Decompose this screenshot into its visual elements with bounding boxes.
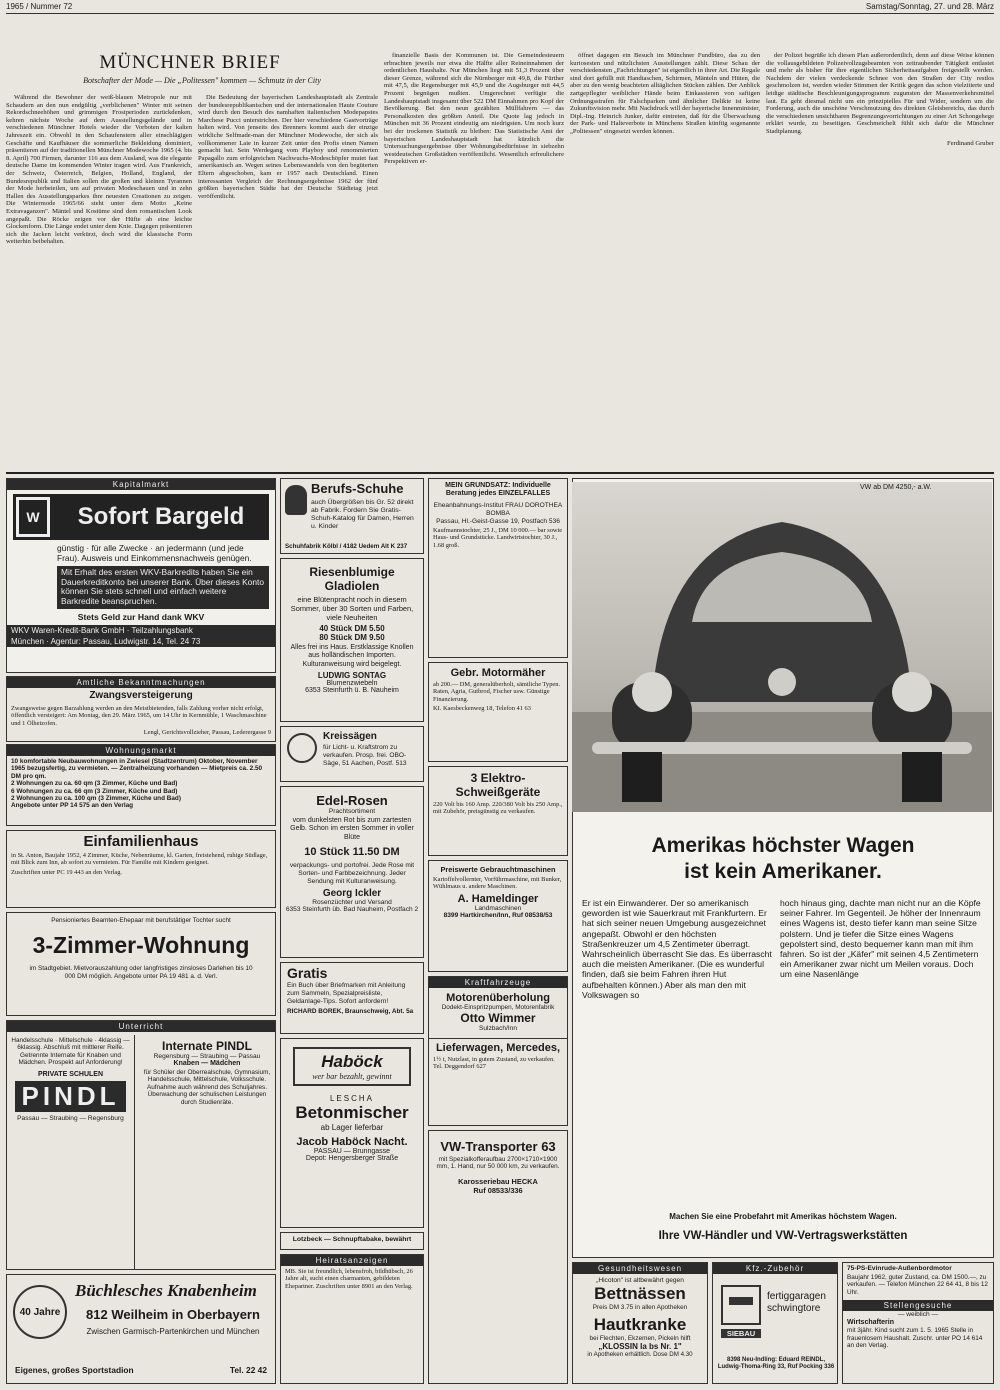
vw-transporter-text: mit Spezialkofferaufbau 2700×1710×1900 mm, 1. Hand, nur 50 000 km, zu verkaufen. — [436, 1156, 560, 1171]
stellen-text: mit 3jähr. Kind sucht zum 1. 5. 1965 Stelle in frauenlosem Haushalt. Zuschr. unter PO 14 614 an den Verlag. — [847, 1327, 983, 1350]
heirat-text: MB. Sie ist freundlich, lebensfroh, bildhübsch, 26 Jahre alt, sucht einen charmanten, gebildeten Ehepartner. Zuschriften unter 8901 an den Verlag. — [285, 1268, 413, 1290]
hautkranke-text: bei Flechten, Ekzemen, Pickeln hilft — [589, 1335, 691, 1342]
sofort-bargeld-title: Sofort Bargeld — [77, 503, 245, 530]
einfamilienhaus-title: Einfamilienhaus — [83, 833, 199, 850]
amtliche-band: Amtliche Bekanntmachungen — [7, 677, 275, 688]
motormaeher-ad — [428, 662, 568, 762]
kraftfahrzeuge — [428, 976, 568, 1126]
habock-logo — [293, 1047, 411, 1086]
issue-number: 1965 / Nummer 72 — [6, 2, 73, 11]
lotzbeck-text: Lotzbeck — Schnupftabake, bewährt — [292, 1236, 412, 1243]
kapitalmarkt-ad — [6, 478, 276, 673]
jacob-addr: PASSAU — Brunngasse — [313, 1148, 391, 1155]
motoren-sub: Dodekt-Einspritzpumpen, Motorenfabrik — [441, 1004, 555, 1011]
habock-logo-text: Haböck — [321, 1052, 383, 1071]
kapitalmarkt-address: München · Agentur: Passau, Ludwigstr. 14, Tel. 24 73 — [7, 636, 275, 647]
motor-addr: KI. Kaesbeckenweg 18, Telefon 41 63 — [433, 705, 531, 713]
article-text-3: finanzielle Basis der Kommunen ist. Die Gemeindesteuern erbrachten jeweils nur etwa die Hälfte aller Reineinnahmen der ordentlichen Haushalte. Nur München liegt mit 51,3 Prozent über dieser Grenze, während sich die Nürnberger mit 49,8, die Fürther mit 47,5, die Regensburger mit 45,9 und die Augsburger mit 44,5 Prozent begnügen mußten. Umgerechnet verfügte die Landeshauptstadt insgesamt über 522 DM Einnahmen pro Kopf der Bevölkerung. Bei den neun gezählten Müllfahrern — das Personalkosten des größten Anteil. Die Quote lag jedoch in München mit 36 Prozent eindeutig am niedrigsten. Um noch kurz bei der trockenen Statistik zu bleiben: Das Statistische Amt der bayerischen Landeshauptstadt hat kürzlich die Untersuchungsergebnisse über Wohnungsbedürfnisse in siebzehn westdeutschen Großstädten veröffentlicht. Wesentlich erfreulichere Perspektiven er- — [384, 52, 564, 166]
kart-title: Preiswerte Gebrauchtmaschinen — [440, 865, 556, 874]
bettnaessen-title: Bettnässen — [594, 1284, 686, 1303]
schuhe-text: auch Übergrößen bis Gr. 52 direkt ab Fabrik. Fordern Sie Gratis-Schuh-Katalog für Damen, Herren u. Kinder — [311, 499, 414, 530]
kapitalmarkt-text-2: Mit Erhalt des ersten WKV-Barkredits haben Sie ein Dauerkreditkonto bei unserer Bank. Über dieses Konto können Sie stets schnell und einfach weitere Barkredite beanspruchen. — [57, 566, 269, 608]
hamel-addr: 8399 Hartkirchen/Inn, Ruf 08538/53 — [443, 911, 553, 919]
vw-beetle-photo — [572, 482, 992, 812]
ickler-name: Georg Ickler — [322, 888, 382, 900]
knabenheim-city: 812 Weilheim in Oberbayern — [86, 1307, 260, 1322]
knabenheim-sub: Zwischen Garmisch-Partenkirchen und München — [86, 1327, 260, 1336]
fall-inst: Eheanbahnungs-Institut FRAU DOROTHEA BOMBA — [433, 501, 563, 517]
gladiolen-text: eine Blütenpracht noch in diesem Sommer, über 30 Sorten und Farben, viele Neuheiten — [290, 595, 414, 622]
gladiolen-price-2: 80 Stück DM 9.50 — [319, 633, 385, 642]
wohnungsmarkt-list — [7, 756, 275, 812]
wimmer-name: Otto Wimmer — [460, 1011, 536, 1025]
wohnung-line: 6 Wohnungen zu ca. 66 qm (3 Zimmer, Küche und Bad) — [11, 787, 178, 795]
gratis-briefmarken-ad — [280, 962, 424, 1034]
boot-title: 75-PS-Evinrude-Außenbordmotor — [847, 1265, 952, 1272]
article-text-5: der Polizei begrüße ich diesen Plan außerordentlich, denn auf diese Weise können die vollausgebildeten Polizeivollzugsbeamten von zeitraubender Tätigkeit entlastet und mehr als bisher für ihre eigentlichen Sicherheitsaufgaben freigestellt werden. Nachdem der vielen verdeckende Schnee von den Straßen der City restlos geschmolzen ist, werden wieder Stimmen der Kritik gegen das schon vielzitierte und leidige städtische Beschleunigungsprogramm zugunsten der Massenverkehrsmittel laut. Es geht diesmal nicht um ein prinzipielles Für und Wider, sondern um die Forderung, auch die unschöne Verschmutzung des direkten Gleisbereichs, das durch die verschiedenen unsichtbaren Begrenzungsvorrichtungen zu einer Art Schongehege erklärt wurde, zu beseitigen. Geschmeichelt fühlt sich dafür die Münchner Stadtplanung. — [766, 52, 994, 135]
article-column-1 — [6, 94, 192, 466]
unterricht-section — [6, 1020, 276, 1270]
pindl-cities: Passau — Straubing — Regensburg — [17, 1114, 124, 1122]
article-column-5 — [766, 52, 994, 466]
gladiolen-ad — [280, 558, 424, 722]
hautkranke-title: Hautkranke — [593, 1315, 687, 1334]
motoren-title: Motorenüberholung — [446, 992, 550, 1004]
knabenheim-foot: Eigenes, großes Sportstadion — [15, 1365, 134, 1375]
schuhe-addr: Schuhfabrik Kölbl / 4182 Uedem Alt K 237 — [285, 543, 408, 550]
knabenheim-title: Büchlesches Knabenheim — [75, 1281, 257, 1300]
internate-cities: Regensburg — Straubing — Passau — [153, 1053, 261, 1060]
article-subline: Botschafter der Mode — Die „Politessen" kommen — Schmutz in der City — [83, 76, 321, 85]
internate-text: für Schüler der Oberrealschule, Gymnasium, Handelsschule, Mittelschule, Volksschule. Aufnahme auch während des Schuljahres. Überwachung der schulischen Leistungen durch Studienräte. — [143, 1069, 271, 1106]
article-text-4: öffnet dagegen ein Besuch im Münchner Fundbüro, das zu den kuriosesten und nützlichsten Ausstellungen zählt. Diese Schau der verschiedensten „Fachrichtungen" ist eigentlich in ihrer Art. Die Regale sind dort gefüllt mit Handtaschen, Schirmen, Mänteln und Hüten, die aber zu den wenig beachteten alltäglichen Stücken zählen. Der Anblick zartgepflegter weiblicher Hände beim Einkassieren von saftigen Ordnungsstrafen für Falschparken und ähnlicher Delikte ist keine Zukunftsvision mehr. Mit Nachdruck will der bayerische Innenminister, Dipl.-Ing. Heinrich Junker, dafür eintreten, daß für die Überwachung der Park- und Halteverbote in Münchens Straßen künftig sogenannte „Politessen" eingesetzt werden können. — [570, 52, 760, 135]
hicoton-text: „Hicoton" ist altbewährt gegen — [596, 1277, 684, 1284]
wohnung-line: 10 komfortable Neubauwohnungen in Zwiesel (Stadtzentrum) Oktober, November 1965 bezugsfertig, zu vermieten. — Zentralheizung vorhanden — Mietpreis ca. 2.50 DM pro qm. — [11, 758, 263, 780]
wkv-logo-icon: W — [16, 497, 50, 537]
sontag-sub: Blumenzwiebeln — [326, 680, 378, 688]
schweiss-text: 220 Volt bis 160 Amp. 220/380 Volt bis 250 Amp., mit Zubehör, preisgünstig zu verkaufen. — [433, 801, 563, 816]
stellen-sub: — weiblich — — [897, 1311, 939, 1319]
fall-text: Kaufmannstochter, 25 J., DM 10 000.— bar sowie Haus- und Grundstücke. Landwirtstochter, 30 J., 1.68 groß. — [433, 526, 563, 549]
article-text-1: Während die Bewohner der weiß-blauen Metropole nur mit Schaudern an den nun endgültig „verblichenen" Winter mit seinen Rekordschneehöhen und grimmigen Frostperioden zurückdenken, kehren nächste Woche auf dem Ausstellungsgelände und in verschiedenen Münchner Hotels wieder die Vorboten der kalten Jahreszeit ein. Obwohl in den Schaufenstern aller einschlägigen Geschäfte und Kaufhäuser die sommerliche Bekleidung dominiert, präsentieren auf der traditionellen Münchner Modewoche 1965 (4. bis 8. April) 700 Firmen, darunter 116 aus dem Ausland, was die elegante deutsche Dame im kommenden Winter tragen wird. Aus Frankreich, der Schweiz, Österreich, Belgien, Holland, England, der Bundesrepublik und Italien sollen die großen und kleinen Tyrannen der Mode herbeieilen, um auf privaten Modeschauen und in zehn Hallen des Ausstellungsparkes ihre neuesten Creationen zu zeigen. Die Wintermode 1965/66 steht unter dem Motto „Keine Extravaganzen". Mäntel und Kostüme sind dem romantischen Look angepaßt. Die Röcke zeigen vor der Hüfte ab eine leichte Glockenform. Die Länge endet unter dem Knie. Dagegen präsentieren sich die Jacken leicht verkürzt, doch wird die klassische Form weiterhin beibehalten. — [6, 94, 192, 246]
gesund-band: Gesundheitswesen — [573, 1263, 707, 1274]
gladiolen-price-1: 40 Stück DM 5.50 — [319, 624, 385, 633]
schuhe-title: Berufs-Schuhe — [311, 481, 404, 496]
amtliche-sign: Lengl, Gerichtsvollzieher, Passau, Lederergasse 9 — [143, 729, 271, 737]
vw-body-2: hoch hinaus ging, dachte man nicht nur an die Köpfe seiner Fahrer. Im Gegenteil. Je höher der Innenraum eines Wagens ist, desto tiefer kann man seine Sitze polstern. Und je tiefer die Sitze eines Wagens gepolstert sind, desto bequemer kann man mit ihm fahren. So ist der „Käfer" mit seinen 4,5 Zentimetern ein Amerikaner zwar nicht um Meilen voraus. Doch um eine Nasenlänge — [780, 898, 981, 980]
zimmer-text: im Stadtgebiet. Mietvorauszahlung oder langfristiges zinsloses Darlehen bis 10 000 DM möglich. Angebote unter PA 19 481 a. d. Verl. — [29, 965, 253, 980]
article-column-2 — [198, 94, 378, 466]
article-signature: Ferdinand Gruber — [946, 139, 994, 147]
vw-price-caption: VW ab DM 4250,- a.W. — [860, 484, 932, 491]
vw-beetle-icon — [572, 482, 992, 812]
vw-headline-1: Amerikas höchster Wagen — [651, 834, 915, 857]
rosen-title: Edel-Rosen — [316, 793, 388, 808]
vw-transporter-title: VW-Transporter 63 — [440, 1139, 556, 1154]
saw-icon — [287, 733, 317, 763]
private-schulen-label: PRIVATE SCHULEN — [37, 1070, 104, 1078]
boot-stellen-section — [842, 1262, 994, 1384]
gladiolen-title: Riesenblumige Gladiolen — [309, 565, 395, 593]
shoe-icon — [285, 485, 307, 515]
betonmischer-title: Betonmischer — [295, 1103, 409, 1122]
motor-text: ab 200.— DM, generalüberholt, sämtliche Typen. Raten, Agria, Gutbrod, Fischer usw. Günstige Finanzierung. — [433, 681, 561, 703]
liefer-text: 1½ t, Nutzlast, in gutem Zustand, zu verkaufen. Tel. Deggendorf 627 — [433, 1056, 555, 1071]
lotzbeck-ad — [280, 1232, 424, 1250]
fall-addr: Passau, Hl.-Geist-Gasse 19, Postfach 536 — [436, 517, 560, 525]
amtliche-text: Zwangsweise gegen Barzahlung werden an den Meistbietenden, falls Zahlung vorher nicht erfolgt, öffentlich versteigert: Am Montag, den 29. März 1965, um 14 Uhr in Kernmühle, 1 Waschmaschine und 1 Ölheizofen. — [11, 705, 267, 727]
rosen-sub: Prachtsortiment — [328, 808, 376, 815]
kapitalmarkt-slogan: Stets Geld zur Hand dank WKV — [77, 611, 205, 622]
anniversary-badge-icon: 40 Jahre — [13, 1285, 67, 1339]
betonmischer-sub: ab Lager lieferbar — [320, 1123, 384, 1132]
garagen-text: fertiggaragen schwingtore — [767, 1291, 826, 1314]
wohnung-line: 2 Wohnungen zu ca. 60 qm (3 Zimmer, Küche und Bad) — [11, 780, 178, 788]
einfamilienhaus-text: in St. Anton, Baujahr 1952, 4 Zimmer, Küche, Nebenräume, kl. Garten, freistehend, ruhige Südlage, mit Blick zum Inn, ab sofort zu vermieten. Für Familie mit Kindern geeignet. — [11, 852, 268, 867]
rosen-more: verpackungs- und portofrei. Jede Rose mit Sorten- und Farbbezeichnung. Jeder Sendung mit Kulturanweisung. — [289, 862, 415, 886]
rosen-text: vom dunkelsten Rot bis zum zartesten Gelb. Schon im ersten Sommer in voller Blüte — [290, 817, 414, 841]
wohnung-line: 2 Wohnungen zu ca. 100 qm (3 Zimmer, Küche und Bad) — [11, 795, 181, 803]
gesundheitswesen — [572, 1262, 708, 1384]
gratis-title: Gratis — [287, 965, 328, 981]
zimmer-wohnung-ad — [6, 912, 276, 1016]
jacob-addr-2: Depot: Hengersberger Straße — [305, 1155, 399, 1162]
amtliche-title: Zwangsversteigerung — [89, 690, 193, 701]
pindl-schools-ad — [7, 1035, 135, 1269]
motor-title: Gebr. Motormäher — [450, 667, 546, 679]
kreis-text: für Licht- u. Kraftstrom zu verkaufen. Prosp. frei. OBO-Säge, 51 Aachen, Postf. 513 — [323, 744, 407, 767]
bettnaessen-price: Preis DM 3.75 in allen Apotheken — [592, 1304, 688, 1311]
kraft-band: Kraftfahrzeuge — [429, 977, 567, 988]
eheanbahnung-ad — [428, 478, 568, 658]
knabenheim-tel: Tel. 22 42 — [229, 1365, 267, 1375]
hecka-tel: Ruf 08533/336 — [473, 1185, 523, 1195]
kapitalmarkt-bank: WKV Waren-Kredit-Bank GmbH · Teilzahlungsbank — [7, 625, 275, 636]
gebrauchtmaschinen-ad — [428, 860, 568, 972]
reindl-addr: 8398 Neu-Indling: Eduard REINDL, Ludwig-Thoma-Ring 33, Ruf Pocking 336 — [717, 1357, 835, 1370]
rosen-price: 10 Stück 11.50 DM — [304, 846, 400, 859]
zimmer-title: 3-Zimmer-Wohnung — [32, 932, 250, 959]
section-divider — [6, 472, 994, 474]
boot-text: Baujahr 1962, guter Zustand, ca. DM 1500.—, zu verkaufen. — Telefon München 22 64 41, 8 bis 12 Uhr. — [847, 1274, 988, 1296]
jacob-name: Jacob Haböck Nacht. — [296, 1136, 408, 1148]
internate-sub: Knaben — Mädchen — [173, 1060, 241, 1067]
wohnung-line: Angebote unter PP 14 575 an den Verlag — [11, 802, 134, 810]
wohnungsmarkt-band: Wohnungsmarkt — [7, 745, 275, 756]
einfamilienhaus-sign: Zuschriften unter PC 19 443 an den Verlag. — [11, 868, 122, 876]
heiratsanzeigen — [280, 1254, 424, 1384]
sofort-bargeld-logo — [13, 494, 269, 540]
habock-betonmischer-ad — [280, 1038, 424, 1228]
gratis-addr: RICHARD BOREK, Braunschweig, Abt. 5a — [287, 1008, 414, 1015]
edel-rosen-ad — [280, 786, 424, 958]
hecka-name: Karosseriebau HECKA — [458, 1176, 538, 1186]
page-header — [6, 2, 994, 14]
vw-footer-2: Ihre VW-Händler und VW-Vertragswerkstätten — [658, 1230, 908, 1242]
unterricht-band: Unterricht — [7, 1021, 275, 1032]
ickler-sub: Rosenzüchter und Versand — [312, 899, 392, 907]
berufs-schuhe-ad — [280, 478, 424, 554]
article-text-2: Die Bedeutung der bayerischen Landeshauptstadt als Zentrale der bundesrepublikanischen und der internationalen Haute Couture wird durch den Besuch des namhaften italienischen Modepapstes Marchese Pucci unterstrichen. Der hier verschiedene Gastvorträge halten wird. Von jenseits des Brenners kommt auch der einzige wirkliche Selfmade-man der Münchner Modewoche, der sich als vollkommener Laie in kurzer Zeit unter den Profis einen Namen gemacht hat. Sein Werdegang vom Playboy und renommierten Papagallo zum erfolgreichen Nachwuchs-Modeschöpfer mutet fast amerikanisch an. Wegen seines Lebenswandels von den begüterten Eltern abgeschoben, kam er 1957 nach Deutschland. Einen interessanten Vergleich der Rechnungsergebnisse 1962 der fünf größten bayerischen Städte hat der Deutsche Städtetag jetzt veröffentlicht. — [198, 94, 378, 200]
ickler-addr: 6353 Steinfurth üb. Bad Nauheim, Postfach 2 — [285, 906, 419, 914]
article-column-3 — [384, 52, 564, 466]
internate-title: Internate PINDL — [161, 1039, 252, 1053]
vw-footer-1: Machen Sie eine Probefahrt mit Amerikas höchstem Wagen. — [669, 1212, 897, 1221]
schweiss-title: 3 Elektro-Schweißgeräte — [455, 771, 541, 799]
vw-transporter-ad — [428, 1130, 568, 1384]
vw-body-1: Er ist ein Einwanderer. Der so amerikanisch geworden ist wie Sauerkraut mit Frankfurtern. Er hat sich seiner neuen Umgebung ausgezeichnet angepaßt. Obwohl er den höchsten Straßenkreuzer um 4,5 Zentimeter überragt. Wahrscheinlich überrascht Sie das. Es überrascht auch die meisten Amerikaner. (Die es wunderful finden, daß sie beim Fahren ihren Hut aufbehalten können.) Aber als man den mit Volkswagen so — [582, 898, 772, 1000]
article-column-4 — [570, 52, 760, 466]
siebau-logo: SIEBAU — [721, 1329, 761, 1338]
gladiolen-more: Alles frei ins Haus. Erstklassige Knollen aus holländischen Importen. Kulturanweisung wird beigelegt. — [290, 644, 414, 668]
article-headline: MÜNCHNER BRIEF — [99, 52, 281, 73]
klossin-name: „KLOSSIN Ia bs Nr. 1" — [598, 1342, 682, 1351]
schweissgeraete-ad — [428, 766, 568, 856]
garage-icon — [721, 1285, 761, 1325]
kart-text: Kartoffelvollernter, Vorführmaschine, mit Bunker, Wühlmaus u. andere Maschinen. — [433, 876, 562, 891]
hamel-sub: Landmaschinen — [474, 904, 522, 912]
kapitalmarkt-text-1: günstig · für alle Zwecke · an jedermann (und jede Frau). Ausweis und Einkommensnachweis genügen. — [57, 543, 252, 563]
kfz-band: Kfz.-Zubehör — [713, 1263, 837, 1274]
wohnungsmarkt — [6, 744, 276, 826]
sontag-addr: 6353 Steinfurth ü. B. Nauheim — [305, 687, 399, 695]
amtliche-bekanntmachung — [6, 676, 276, 742]
internate-pindl-ad — [139, 1035, 275, 1269]
knabenheim-ad — [6, 1274, 276, 1384]
hamel-name: A. Hameldinger — [457, 892, 539, 905]
wimmer-addr: Sulzbach/Inn — [478, 1025, 518, 1032]
kfz-zubehoer — [712, 1262, 838, 1384]
stellen-band: Stellengesuche — [843, 1300, 993, 1311]
kreis-title: Kreissägen — [323, 731, 377, 742]
gratis-text: Ein Buch über Briefmarken mit Anleitung zum Sammeln, Spezialpreisliste, Geldanlage-Tips. Sofort anfordern! — [287, 982, 406, 1005]
heirat-band: Heiratsanzeigen — [281, 1255, 423, 1266]
zimmer-intro: Pensioniertes Beamten-Ehepaar mit berufstätiger Tochter sucht — [51, 917, 231, 924]
fall-title: MEIN GRUNDSATZ: Individuelle Beratung jedes EINZELFALLES — [445, 482, 551, 498]
klossin-sub: in Apotheken erhältlich. Dose DM 4.30 — [587, 1351, 693, 1358]
einfamilienhaus-ad — [6, 830, 276, 908]
issue-date: Samstag/Sonntag, 27. und 28. März — [865, 2, 994, 11]
stellen-title: Wirtschafterin — [847, 1319, 895, 1327]
pindl-logo: PINDL — [15, 1081, 126, 1112]
kreissaegen-ad — [280, 726, 424, 782]
sontag-name: LUDWIG SONTAG — [317, 671, 387, 681]
liefer-title: Lieferwagen, Mercedes, — [429, 1038, 567, 1054]
pindl-schools-text: Handelsschule · Mittelschule · 4klassig — 6klassig. Abschluß mit mittlerer Reife. Getrennte Internate für Knaben und Mädchen. Prospekt auf Anforderung! — [11, 1037, 130, 1067]
kapitalmarkt-band: Kapitalmarkt — [7, 479, 275, 490]
lescha-label: LESCHA — [329, 1094, 374, 1103]
vw-headline-2: ist kein Amerikaner. — [684, 860, 882, 883]
habock-slogan: wer bar bezahlt, gewinnt — [312, 1072, 392, 1081]
